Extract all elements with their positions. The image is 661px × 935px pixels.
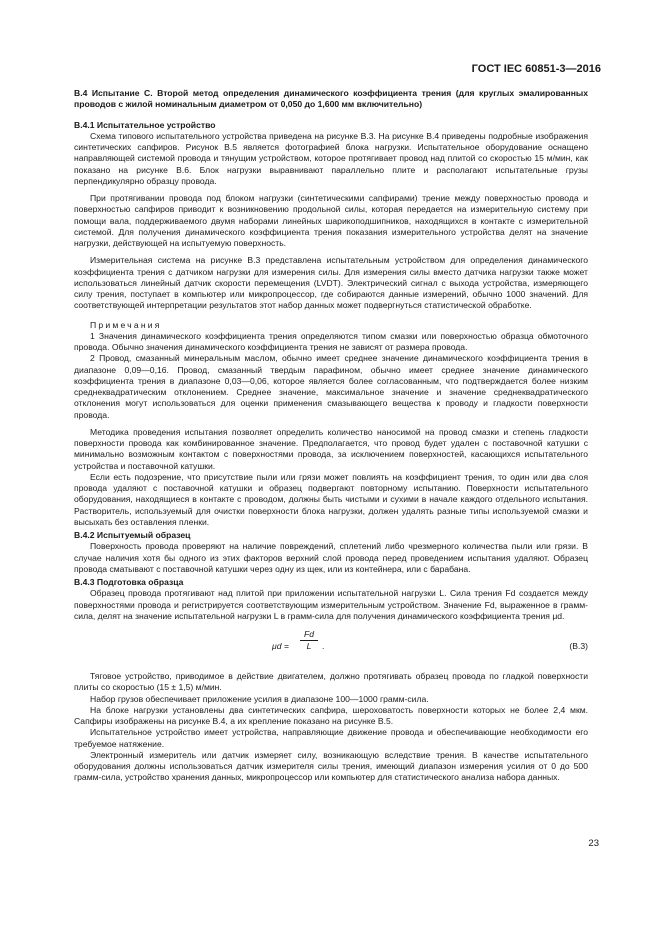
document-body [74, 88, 588, 784]
notes-heading: Примечания [90, 319, 162, 330]
note: 2 Провод, смазанный минеральным маслом, обычно имеет среднее значение динамического коэффициента трения в диапазоне 0,09—0,16. Провод, смазанный твердым парафином, обычно имеет среднее значение динамического коэффициента трения в диапазоне 0,03—0,06, которое является более согласованным, что подтверждается более низким среднеквадратическим отклонением. Среднее значение, максимальное значение и значение среднеквадратического отклонения могут использоваться для оценки применения смазывающего вещества к проводу и гладкости поверхности провода. [74, 353, 588, 420]
paragraph: Набор грузов обеспечивает приложение усилия в диапазоне 100—1000 грамм-сила. [90, 693, 429, 704]
paragraph: Методика проведения испытания позволяет определить количество наносимой на провод смазки и степень гладкости поверхности провода как комбинированное значение. Предполагается, что провод будет удален с поставочной катушки с минимально возможным контактом с поверхностями провода, за исключением поверхностей, касающихся испытательного устройства и поставочной катушки. [74, 426, 588, 471]
subsection-heading: В.4.2 Испытуемый образец [74, 530, 191, 540]
subsection-heading: В.4.1 Испытательное устройство [74, 119, 216, 130]
formula-numerator: Fd [300, 629, 318, 641]
formula-punct: . [322, 641, 325, 651]
equation-number: (В.3) [569, 641, 588, 651]
paragraph: Испытательное устройство имеет устройства, направляющие движение провода и обеспечивающие необходимости его требуемое натяжение. [74, 727, 588, 749]
formula-lhs: μd = [272, 641, 289, 651]
paragraph: Измерительная система на рисунке В.3 представлена испытательным устройством для определения динамического коэффициента трения с датчиком нагрузки для измерения силы. Для измерения силы вместо датчика нагрузки также может использоваться линейный датчик скорости перемещения (LVDT). Электрический сигнал с выхода устройства, измеряющего силу трения, поступает в компьютер или микропроцессор, где собираются данные измерений, обычно 1000 значений. Для соответствующей интерпретации результатов этот набор данных может подвергнуться статистической обработке. [74, 255, 588, 311]
paragraph: Если есть подозрение, что присутствие пыли или грязи может повлиять на коэффициент трения, то один или два слоя провода удаляют с поставочной катушки и образец подвергают повторному испытанию. Поверхности испытательного оборудования, находящиеся в контакте с проводом, должны быть чистыми и сухими в начале каждого отдельного испытания. Растворитель, используемый для очистки поверхности блока нагрузки, должен удалять разные типы используемой смазки и высыхать без оставления пленки. [74, 471, 588, 527]
paragraph: Схема типового испытательного устройства приведена на рисунке В.3. На рисунке В.4 приведены подробные изображения синтетических сапфиров. Рисунок В.5 является фотографией блока нагрузки. Испытательное оборудование оснащено направляющей системой провода и тянущим устройством, которое протягивает провод над плитой со скоростью 15 м/мин, как показано на рисунке В.6. Блок нагрузки выравнивают параллельно плите и располагают испытательные грузы перпендикулярно образцу провода. [74, 130, 588, 186]
subsection-heading: В.4.3 Подготовка образца [74, 577, 184, 587]
paragraph: Образец провода протягивают над плитой при приложении испытательной нагрузки L. Сила трения Fd создается между поверхностями провода и регистрируется соответствующим измерительным устройством. Значение Fd, выраженное в грамм-сила, делят на значение испытательной нагрузки L в грамм-сила для получения динамического коэффициента трения μd. [74, 588, 588, 621]
page-number: 23 [588, 838, 599, 849]
paragraph: Поверхность провода проверяют на наличие повреждений, сплетений либо чрезмерного количества пыли или грязи. В случае наличия хотя бы одного из этих факторов верхний слой провода перед проведением испытания удаляют. Образец провода сматывают с поставочной катушки через одну из щек, или из контейнера, или с барабана. [74, 541, 588, 574]
standard-code: ГОСТ IEC 60851-3—2016 [471, 63, 601, 75]
formula-denominator: L [306, 641, 312, 652]
paragraph: На блоке нагрузки установлены два синтетических сапфира, шероховатость поверхности которых не более 2,4 мкм. Сапфиры изображены на рисунке В.4, а их крепление показано на рисунке В.5. [74, 704, 588, 726]
note: 1 Значения динамического коэффициента трения определяются типом смазки или поверхностью образца обмоточного провода. Обычно значения динамического коэффициента трения не зависят от размера провода. [74, 330, 588, 352]
paragraph: Тяговое устройство, приводимое в действие двигателем, должно протягивать образец провода по гладкой поверхности плиты со скоростью (15 ± 1,5) м/мин. [74, 671, 588, 693]
formula-fraction [300, 629, 318, 653]
section-title: В.4 Испытание С. Второй метод определения динамического коэффициента трения (для круглых эмалированных проводов с жилой номинальным диаметром от 0,050 до 1,600 мм включительно) [74, 88, 588, 110]
formula-b3 [74, 627, 588, 667]
paragraph: При протягивании провода под блоком нагрузки (синтетическими сапфирами) трение между поверхностью провода и поверхностью сапфиров приводит к возникновению продольной силы, которая передается на измерительную систему при помощи вала, поддерживаемого двумя наборами линейных шарикоподшипников, находящихся в контакте с измерительной системой. Для получения динамического коэффициента трения показания измерительного устройства делят на значение нагрузки, действующей на испытуемую поверхность. [74, 193, 588, 248]
paragraph: Электронный измеритель или датчик измеряет силу, возникающую вследствие трения. В качестве испытательного оборудования должны использоваться датчик измерителя силы трения, имеющий диапазон измерения усилия от 0 до 500 грамм-сила, устройство хранения данных, микропроцессор или компьютер для статистического анализа набора данных. [74, 749, 588, 783]
